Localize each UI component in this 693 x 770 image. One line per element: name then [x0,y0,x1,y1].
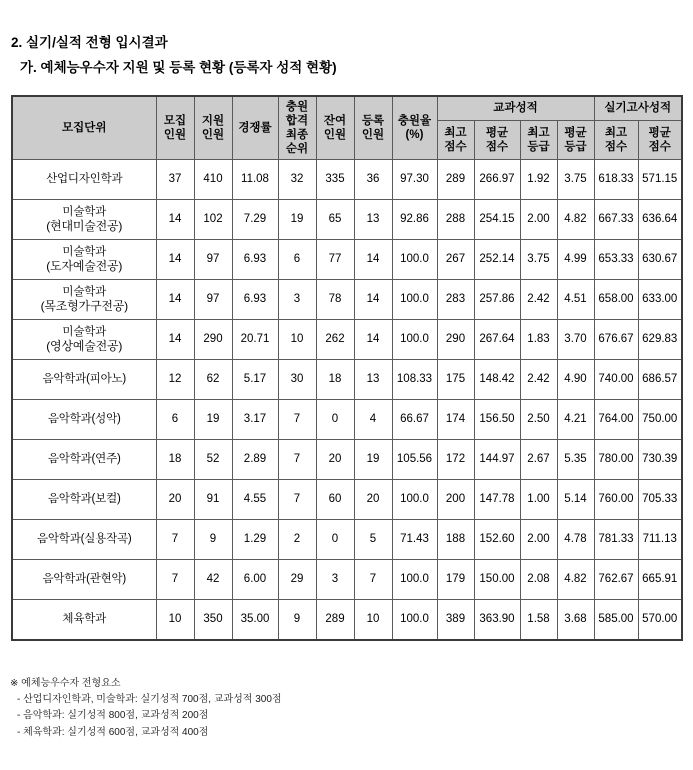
table-row [12,440,682,480]
cell-academic-avg-score: 363.90 [474,600,520,641]
cell-academic-max-grade: 3.75 [520,240,557,280]
cell-unit-major: (도자예술전공) [46,259,123,274]
cell-fill-rate: 66.67 [392,400,437,440]
cell-unit [12,480,156,520]
cell-academic-max-grade: 2.00 [520,200,557,240]
cell-academic-max-score: 200 [437,480,474,520]
cell-unit-name: 미술학과 [62,285,107,298]
cell-academic-avg-score: 267.64 [474,320,520,360]
cell-practical-avg-score: 750.00 [638,400,682,440]
footnote-item: - 체육학과: 실기성적 600점, 교과성적 400점 [17,726,209,738]
cell-academic-max-score: 179 [437,560,474,600]
footnote-item: - 산업디자인학과, 미술학과: 실기성적 700점, 교과성적 300점 [17,694,282,706]
cell-enrolled: 19 [354,440,392,480]
cell-unit-major: (현대미술전공) [46,219,123,234]
cell-waitlist-final-rank: 2 [278,520,316,560]
cell-fill-rate: 100.0 [392,480,437,520]
cell-unit-name: 음악학과(피아노) [42,373,127,386]
cell-academic-max-grade: 1.83 [520,320,557,360]
cell-unit-name: 음악학과(연주) [47,453,121,466]
header-acad-max-grade-line1: 최고 [527,126,550,139]
cell-academic-avg-score: 257.86 [474,280,520,320]
cell-academic-max-score: 174 [437,400,474,440]
cell-practical-max-score: 760.00 [594,480,638,520]
cell-academic-avg-grade: 4.82 [557,200,594,240]
cell-unit [12,320,156,360]
cell-competition-ratio: 20.71 [232,320,278,360]
cell-applicants: 410 [194,160,232,200]
cell-academic-max-score: 267 [437,240,474,280]
header-group-academic: 교과성적 [437,96,594,120]
table-row [12,560,682,600]
cell-practical-max-score: 781.33 [594,520,638,560]
cell-applicants: 19 [194,400,232,440]
cell-unit [12,600,156,641]
cell-applicants: 52 [194,440,232,480]
cell-waitlist-final-rank: 3 [278,280,316,320]
cell-unit-name: 미술학과 [62,325,107,338]
table-row [12,280,682,320]
cell-enrolled: 20 [354,480,392,520]
cell-unit [12,160,156,200]
cell-unit [12,200,156,240]
cell-competition-ratio: 5.17 [232,360,278,400]
section-heading: 2. 실기/실적 전형 입시결과 [11,35,168,50]
cell-waitlist-final-rank: 10 [278,320,316,360]
header-academic-max-score [437,120,474,159]
cell-academic-avg-score: 152.60 [474,520,520,560]
header-fill-rate-line1: 충원율 [397,115,432,128]
cell-practical-max-score: 618.33 [594,160,638,200]
cell-academic-avg-grade: 4.78 [557,520,594,560]
cell-applicants: 102 [194,200,232,240]
cell-competition-ratio: 4.55 [232,480,278,520]
table-row [12,240,682,280]
cell-quota: 6 [156,400,194,440]
cell-academic-avg-score: 147.78 [474,480,520,520]
cell-unit-major: (영상예술전공) [46,339,123,354]
header-fill-rate-line2: (%) [405,129,424,142]
table-row [12,600,682,641]
cell-waitlist-final-rank: 6 [278,240,316,280]
cell-quota: 7 [156,560,194,600]
cell-practical-max-score: 676.67 [594,320,638,360]
cell-waitlist-final-rank: 7 [278,400,316,440]
cell-waitlist-final-rank: 32 [278,160,316,200]
cell-academic-avg-grade: 4.51 [557,280,594,320]
cell-academic-max-grade: 2.08 [520,560,557,600]
header-acad-max-score-line2: 점수 [444,140,467,153]
cell-remaining: 262 [316,320,354,360]
cell-academic-avg-grade: 5.14 [557,480,594,520]
header-quota-line2: 인원 [163,129,187,142]
cell-waitlist-final-rank: 7 [278,440,316,480]
cell-academic-avg-grade: 3.70 [557,320,594,360]
cell-fill-rate: 92.86 [392,200,437,240]
cell-waitlist-final-rank: 7 [278,480,316,520]
cell-academic-max-grade: 2.00 [520,520,557,560]
cell-applicants: 97 [194,280,232,320]
cell-academic-max-grade: 2.50 [520,400,557,440]
header-academic-avg-grade [557,120,594,159]
cell-academic-avg-grade: 4.21 [557,400,594,440]
cell-applicants: 62 [194,360,232,400]
cell-unit [12,240,156,280]
cell-academic-max-score: 172 [437,440,474,480]
cell-applicants: 97 [194,240,232,280]
header-prac-max-score-line2: 점수 [604,140,628,153]
header-fill-rate [392,96,437,160]
cell-waitlist-final-rank: 30 [278,360,316,400]
header-row-top [12,96,682,120]
cell-unit [12,520,156,560]
cell-academic-max-grade: 2.42 [520,360,557,400]
cell-enrolled: 4 [354,400,392,440]
header-acad-avg-grade-line1: 평균 [564,126,587,139]
cell-quota: 20 [156,480,194,520]
cell-competition-ratio: 35.00 [232,600,278,641]
cell-competition-ratio: 2.89 [232,440,278,480]
cell-enrolled: 7 [354,560,392,600]
cell-academic-avg-score: 156.50 [474,400,520,440]
header-enrolled-line1: 등록 [361,115,385,128]
cell-applicants: 350 [194,600,232,641]
cell-fill-rate: 97.30 [392,160,437,200]
cell-academic-max-score: 188 [437,520,474,560]
header-remaining-line2: 인원 [323,129,347,142]
header-acad-avg-grade-line2: 등급 [564,140,587,153]
cell-competition-ratio: 6.93 [232,280,278,320]
cell-practical-max-score: 780.00 [594,440,638,480]
footnote-item: - 음악학과: 실기성적 800점, 교과성적 200점 [17,710,209,722]
cell-unit [12,360,156,400]
cell-quota: 37 [156,160,194,200]
cell-unit [12,280,156,320]
cell-enrolled: 5 [354,520,392,560]
cell-academic-max-grade: 1.92 [520,160,557,200]
header-remaining [316,96,354,160]
cell-practical-avg-score: 636.64 [638,200,682,240]
table-row [12,320,682,360]
cell-practical-max-score: 740.00 [594,360,638,400]
cell-competition-ratio: 1.29 [232,520,278,560]
cell-academic-max-grade: 2.67 [520,440,557,480]
table-row [12,400,682,440]
cell-quota: 14 [156,320,194,360]
cell-fill-rate: 105.56 [392,440,437,480]
cell-academic-avg-grade: 4.99 [557,240,594,280]
cell-practical-avg-score: 629.83 [638,320,682,360]
cell-fill-rate: 100.0 [392,600,437,641]
cell-academic-avg-score: 254.15 [474,200,520,240]
admissions-results-table [11,95,683,641]
cell-practical-avg-score: 711.13 [638,520,682,560]
header-enrolled [354,96,392,160]
cell-competition-ratio: 3.17 [232,400,278,440]
cell-practical-max-score: 653.33 [594,240,638,280]
cell-waitlist-final-rank: 19 [278,200,316,240]
cell-remaining: 0 [316,520,354,560]
cell-unit-name: 음악학과(관현악) [42,573,127,586]
cell-remaining: 18 [316,360,354,400]
header-group-practical: 실기고사성적 [594,96,682,120]
header-practical-max-score [594,120,638,159]
cell-fill-rate: 71.43 [392,520,437,560]
cell-remaining: 77 [316,240,354,280]
table-header [12,96,682,160]
header-waitlist-final-rank [278,96,316,160]
cell-enrolled: 13 [354,200,392,240]
cell-practical-avg-score: 665.91 [638,560,682,600]
cell-practical-avg-score: 571.15 [638,160,682,200]
table-body [12,160,682,641]
header-prac-max-score-line1: 최고 [604,126,628,139]
cell-enrolled: 13 [354,360,392,400]
header-applicants [194,96,232,160]
header-waitlist-line4: 순위 [285,143,309,156]
cell-academic-max-score: 290 [437,320,474,360]
cell-remaining: 60 [316,480,354,520]
header-applicants-line1: 지원 [201,115,225,128]
header-academic-max-grade [520,120,557,159]
cell-enrolled: 10 [354,600,392,641]
cell-remaining: 65 [316,200,354,240]
cell-applicants: 290 [194,320,232,360]
cell-practical-avg-score: 730.39 [638,440,682,480]
header-acad-avg-score-line1: 평균 [485,126,509,139]
cell-unit-name: 미술학과 [62,205,107,218]
cell-unit [12,440,156,480]
cell-quota: 14 [156,240,194,280]
cell-unit-name: 음악학과(성악) [47,413,121,426]
footnotes [10,676,282,741]
cell-unit-name: 음악학과(보컬) [47,493,121,506]
cell-remaining: 0 [316,400,354,440]
cell-unit [12,560,156,600]
cell-competition-ratio: 6.93 [232,240,278,280]
cell-unit-name: 산업디자인학과 [46,173,123,186]
cell-remaining: 289 [316,600,354,641]
cell-waitlist-final-rank: 9 [278,600,316,641]
cell-remaining: 3 [316,560,354,600]
header-quota-line1: 모집 [163,115,187,128]
header-unit: 모집단위 [12,96,156,160]
cell-applicants: 9 [194,520,232,560]
cell-academic-max-score: 289 [437,160,474,200]
header-acad-max-grade-line2: 등급 [527,140,550,153]
header-acad-max-score-line1: 최고 [444,126,467,139]
header-acad-avg-score-line2: 점수 [485,140,509,153]
cell-academic-avg-score: 144.97 [474,440,520,480]
cell-practical-max-score: 585.00 [594,600,638,641]
header-academic-avg-score [474,120,520,159]
cell-unit [12,400,156,440]
cell-competition-ratio: 7.29 [232,200,278,240]
cell-applicants: 42 [194,560,232,600]
subsection-heading: 가. 예체능우수자 지원 및 등록 현황 (등록자 성적 현황) [20,60,337,75]
cell-waitlist-final-rank: 29 [278,560,316,600]
cell-practical-avg-score: 705.33 [638,480,682,520]
cell-quota: 12 [156,360,194,400]
cell-academic-avg-grade: 5.35 [557,440,594,480]
cell-practical-avg-score: 633.00 [638,280,682,320]
cell-academic-avg-grade: 4.82 [557,560,594,600]
cell-fill-rate: 100.0 [392,280,437,320]
cell-enrolled: 14 [354,280,392,320]
header-remaining-line1: 잔여 [323,115,347,128]
cell-remaining: 20 [316,440,354,480]
cell-academic-max-grade: 1.58 [520,600,557,641]
header-prac-avg-score-line1: 평균 [648,126,671,139]
cell-competition-ratio: 6.00 [232,560,278,600]
cell-academic-max-score: 283 [437,280,474,320]
table-row [12,480,682,520]
cell-academic-avg-score: 252.14 [474,240,520,280]
cell-enrolled: 36 [354,160,392,200]
cell-academic-max-score: 389 [437,600,474,641]
header-waitlist-line2: 합격 [285,115,309,128]
cell-practical-max-score: 658.00 [594,280,638,320]
cell-quota: 18 [156,440,194,480]
header-waitlist-line3: 최종 [285,129,309,142]
cell-fill-rate: 100.0 [392,320,437,360]
header-prac-avg-score-line2: 점수 [648,140,671,153]
cell-enrolled: 14 [354,320,392,360]
cell-unit-name: 체육학과 [62,613,107,626]
cell-academic-avg-score: 148.42 [474,360,520,400]
cell-academic-avg-score: 266.97 [474,160,520,200]
cell-academic-avg-grade: 3.75 [557,160,594,200]
cell-fill-rate: 108.33 [392,360,437,400]
header-practical-avg-score [638,120,682,159]
cell-academic-max-score: 175 [437,360,474,400]
results-table-container [11,95,682,641]
header-quota [156,96,194,160]
cell-remaining: 335 [316,160,354,200]
table-row [12,160,682,200]
cell-competition-ratio: 11.08 [232,160,278,200]
cell-quota: 14 [156,200,194,240]
cell-practical-avg-score: 630.67 [638,240,682,280]
cell-practical-avg-score: 570.00 [638,600,682,641]
header-competition-ratio: 경쟁률 [232,96,278,160]
cell-fill-rate: 100.0 [392,560,437,600]
cell-academic-max-grade: 2.42 [520,280,557,320]
cell-unit-major: (목조형가구전공) [40,299,128,314]
cell-unit-name: 음악학과(실용작곡) [36,533,132,546]
cell-academic-max-score: 288 [437,200,474,240]
cell-practical-max-score: 764.00 [594,400,638,440]
table-row [12,200,682,240]
cell-remaining: 78 [316,280,354,320]
cell-quota: 7 [156,520,194,560]
cell-academic-avg-grade: 4.90 [557,360,594,400]
header-enrolled-line2: 인원 [361,129,385,142]
cell-applicants: 91 [194,480,232,520]
cell-academic-avg-grade: 3.68 [557,600,594,641]
header-waitlist-line1: 충원 [285,101,309,113]
cell-academic-avg-score: 150.00 [474,560,520,600]
cell-practical-max-score: 667.33 [594,200,638,240]
table-row [12,360,682,400]
footnote-title: ※ 예체능우수자 전형요소 [10,678,121,689]
cell-quota: 14 [156,280,194,320]
cell-practical-avg-score: 686.57 [638,360,682,400]
cell-quota: 10 [156,600,194,641]
header-applicants-line2: 인원 [201,129,225,142]
table-row [12,520,682,560]
cell-academic-max-grade: 1.00 [520,480,557,520]
cell-enrolled: 14 [354,240,392,280]
cell-unit-name: 미술학과 [62,245,107,258]
cell-practical-max-score: 762.67 [594,560,638,600]
cell-fill-rate: 100.0 [392,240,437,280]
